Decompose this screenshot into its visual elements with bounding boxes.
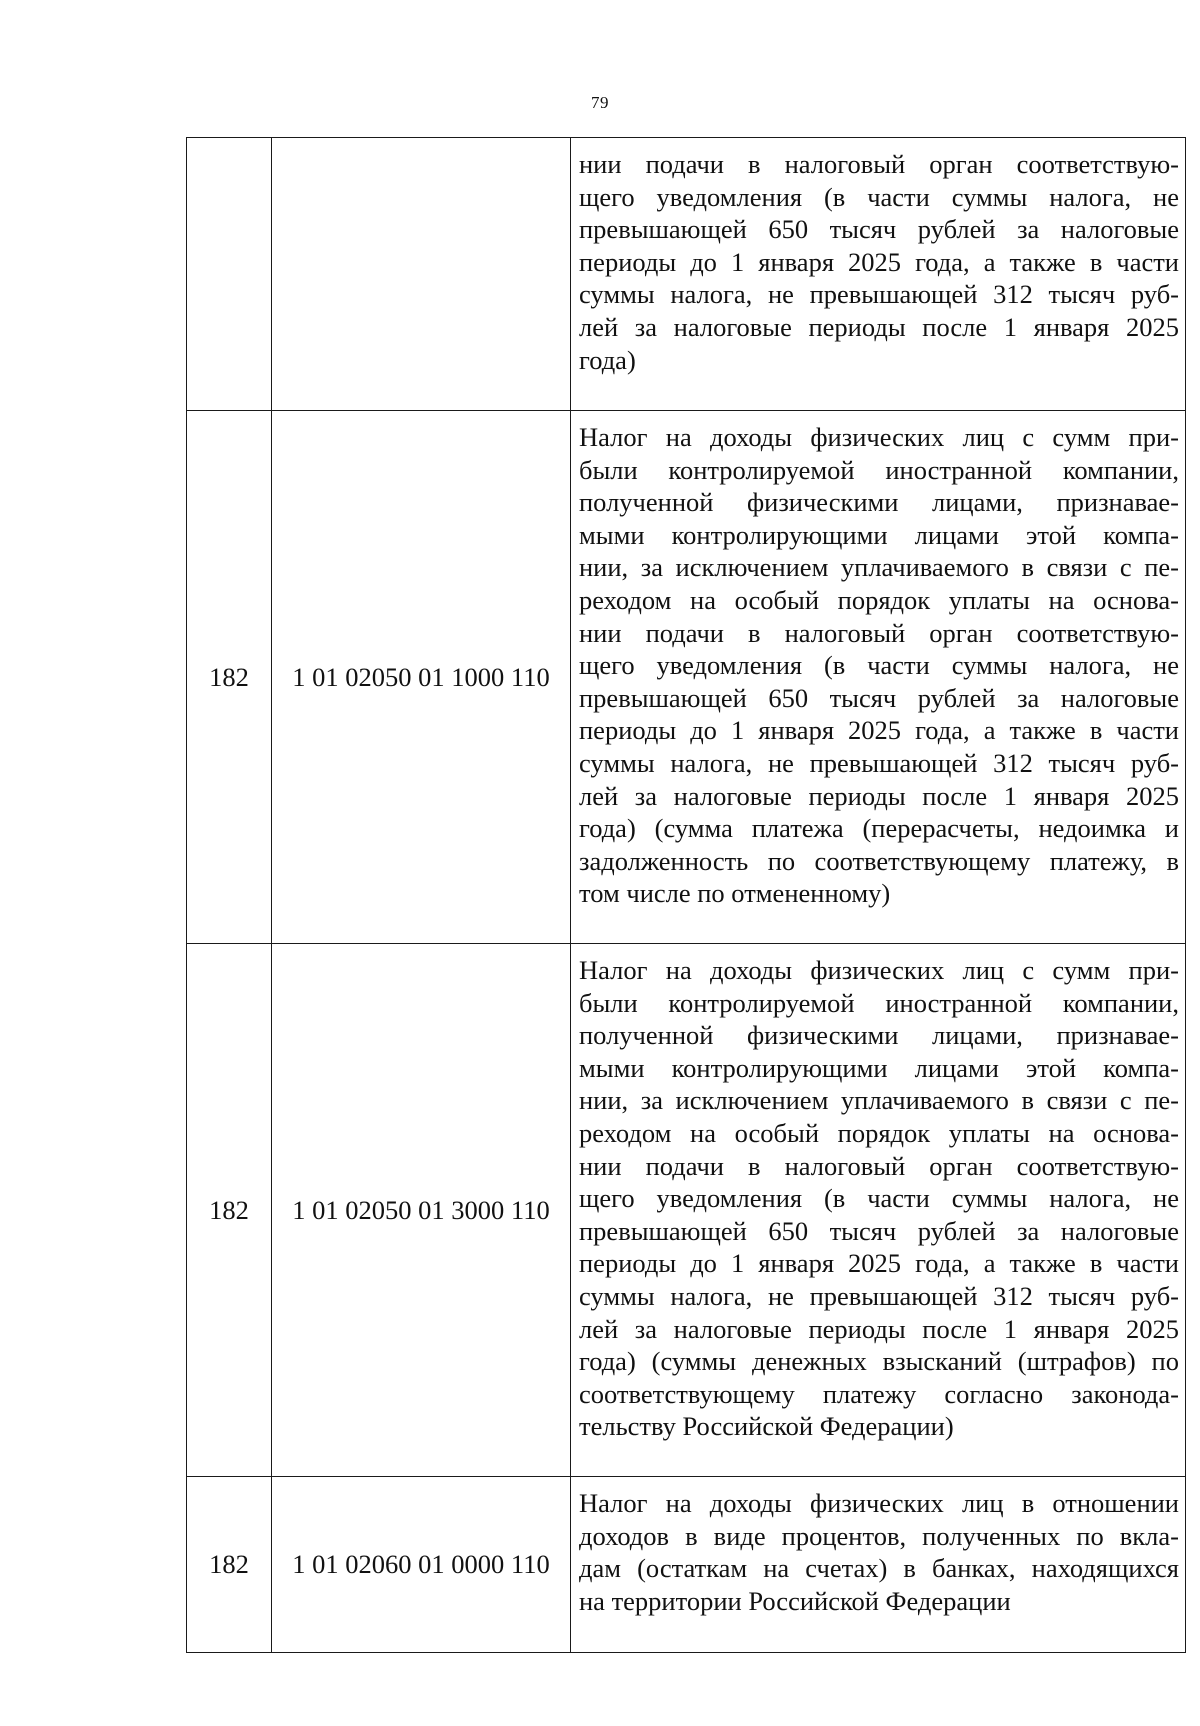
description-line: нии подачи в налоговый орган соответствую- [579, 1150, 1179, 1181]
description-line: полученной физическими лицами, признавае- [579, 487, 1179, 518]
admin-code-cell [187, 138, 272, 411]
admin-code-cell: 182 [187, 1477, 272, 1653]
page-number: 79 [591, 93, 609, 112]
description-cell [571, 1477, 1186, 1653]
description-line: были контролируемой иностранной компании, [579, 454, 1179, 485]
description-line: периоды до 1 января 2025 года, а также в части [579, 1248, 1179, 1279]
table-row [187, 1477, 1186, 1653]
description-line: лей за налоговые периоды после 1 января 2025 [579, 1313, 1179, 1344]
description-line: года) (сумма платежа (перерасчеты, недоимка и [579, 813, 1179, 844]
description-line: дам (остаткам на счетах) в банках, находящихся [579, 1553, 1179, 1584]
description-line: соответствующему платежу согласно законода- [579, 1378, 1179, 1409]
description-line: мыми контролирующими лицами этой компа- [579, 1052, 1179, 1083]
description-line: щего уведомления (в части суммы налога, не [579, 650, 1179, 681]
description-line: щего уведомления (в части суммы налога, не [579, 1183, 1179, 1214]
description-line: периоды до 1 января 2025 года, а также в части [579, 715, 1179, 746]
description-cell [571, 138, 1186, 411]
description-line: задолженность по соответствующему платежу, в [579, 845, 1179, 876]
table-row [187, 944, 1186, 1477]
description-line: нии, за исключением уплачиваемого в связи с пе- [579, 552, 1179, 583]
description-line: на территории Российской Федерации [579, 1585, 1011, 1616]
description-line: года) (суммы денежных взысканий (штрафов) по [579, 1346, 1179, 1377]
description-line: нии, за исключением уплачиваемого в связи с пе- [579, 1085, 1179, 1116]
description-line: лей за налоговые периоды после 1 января 2025 [579, 311, 1179, 342]
description-line: полученной физическими лицами, признавае- [579, 1020, 1179, 1051]
description-line: периоды до 1 января 2025 года, а также в части [579, 246, 1179, 277]
description-line: нии подачи в налоговый орган соответствую- [579, 149, 1179, 179]
description-line: Налог на доходы физических лиц с сумм при- [579, 422, 1179, 452]
admin-code-cell: 182 [187, 411, 272, 944]
description-line: суммы налога, не превышающей 312 тысяч руб- [579, 279, 1179, 310]
kbk-code-cell [272, 138, 571, 411]
description-line: доходов в виде процентов, полученных по вкла- [579, 1520, 1179, 1551]
description-line: реходом на особый порядок уплаты на основа- [579, 1117, 1179, 1148]
description-line: Налог на доходы физических лиц в отношении [579, 1488, 1179, 1518]
description-cell [571, 944, 1186, 1477]
table-row [187, 138, 1186, 411]
admin-code-cell: 182 [187, 944, 272, 1477]
description-line: Налог на доходы физических лиц с сумм при- [579, 955, 1179, 985]
description-line: щего уведомления (в части суммы налога, не [579, 181, 1179, 212]
description-line: превышающей 650 тысяч рублей за налоговые [579, 682, 1179, 713]
kbk-code-cell: 1 01 02050 01 1000 110 [272, 411, 571, 944]
description-line: лей за налоговые периоды после 1 января 2025 [579, 780, 1179, 811]
description-line: тельству Российской Федерации) [579, 1411, 954, 1442]
description-line: года) [579, 344, 636, 375]
description-line: том числе по отмененному) [579, 878, 891, 909]
description-line: превышающей 650 тысяч рублей за налоговые [579, 214, 1179, 245]
kbk-code-cell: 1 01 02060 01 0000 110 [272, 1477, 571, 1653]
description-line: были контролируемой иностранной компании, [579, 987, 1179, 1018]
description-line: мыми контролирующими лицами этой компа- [579, 519, 1179, 550]
description-line: нии подачи в налоговый орган соответствую- [579, 617, 1179, 648]
kbk-code-cell: 1 01 02050 01 3000 110 [272, 944, 571, 1477]
budget-codes-table [186, 137, 1186, 1653]
description-cell [571, 411, 1186, 944]
description-line: превышающей 650 тысяч рублей за налоговые [579, 1215, 1179, 1246]
description-line: суммы налога, не превышающей 312 тысяч руб- [579, 1280, 1179, 1311]
description-line: суммы налога, не превышающей 312 тысяч руб- [579, 747, 1179, 778]
description-line: реходом на особый порядок уплаты на основа- [579, 584, 1179, 615]
table-row [187, 411, 1186, 944]
